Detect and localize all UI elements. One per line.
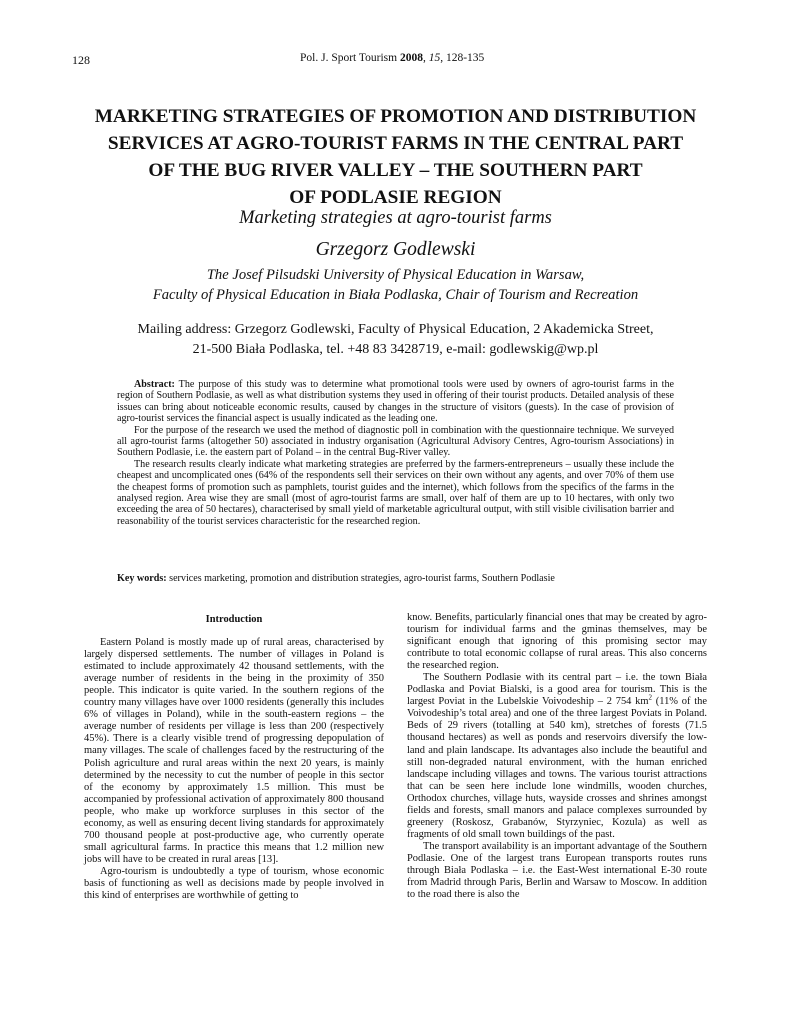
keywords-label: Key words:	[117, 573, 167, 584]
keywords-text: services marketing, promotion and distribution strategies, agro-tourist farms, Southern Podlasie	[166, 573, 555, 584]
journal-volume: 15	[428, 52, 441, 64]
page-number: 128	[72, 53, 90, 67]
body-paragraph	[407, 672, 707, 841]
journal-pages: , 128-135	[440, 52, 485, 64]
abstract	[117, 379, 674, 527]
superscript: 2	[648, 693, 653, 702]
abstract-paragraph: The research results clearly indicate what marketing strategies are preferred by the farmers-entrepreneurs – usually these include the cheapest and uncomplicated ones (64% of the respondents sell their services on their own without any agents, and over 70% of them use the cheapest forms of promotion such as pamphlets, tourist guides and the internet), which follows from the specifics of the farms in the analysed region. Area wise they are small (most of agro-tourist farms are small, over half of them are up to 10 hectares, with only two exceeding the area of 50 hectares), characterised by small yield of marketable agricultural output, with still visible civilisation barrier and reasonability of the tourist services characteristic for the researched region.	[117, 458, 674, 527]
journal-name: Pol. J. Sport Tourism	[300, 52, 400, 64]
mailing-line: 21-500 Biała Podlaska, tel. +48 83 3428719, e-mail: godlewskig@wp.pl	[192, 342, 599, 357]
keywords	[117, 573, 674, 584]
title-line: OF PODLASIE REGION	[289, 187, 502, 208]
mailing-address	[60, 320, 731, 360]
running-head	[300, 52, 484, 64]
body-paragraph: The transport availability is an important advantage of the Southern Podlasie. One of the largest trans European transports routes runs through Biała Podlaska – i.e. the East-West international E-30 route from Madrid through Paris, Berlin and Warsaw to Moscow. In addition to the road there is also the	[407, 840, 707, 901]
abstract-paragraph	[117, 379, 674, 425]
body-paragraph: Eastern Poland is mostly made up of rural areas, characterised by largely dispersed settlements. The number of villages in Poland is estimated to include approximately 42 thousand settlements, with the average number of residents in the being in the proximity of 350 people. This indicator is quite varied. In the southern regions of the country many villages have over 1000 residents (generally this includes 6% of villages in Poland), while in the south-eastern regions – the average number of residents per village is less than 200 (respectively 45%). There is a clearly visible trend of progressing depopulation of many villages. The scale of challenges faced by the restructuring of the Polish agriculture and rural areas within the next 20 years, is mainly determined by the necessity to cut the number of people in this sector of the economy by approximately 1.5 million. This must be accompanied by professional activation of approximately 800 thousand people, who make up workforce surpluses in this sector of the economy, as well as ensuring decent living standards for approximately 700 thousand people at post-productive age, who currently operate small agricultural farms. In practice this means that 1.2 million new jobs will have to be created in rural areas [13].	[84, 637, 384, 865]
paper-title	[60, 103, 731, 211]
paper-subtitle: Marketing strategies at agro-tourist farms	[239, 208, 552, 228]
abstract-text: The purpose of this study was to determine what promotional tools were used by owners of agro-tourist farms in the region of Southern Podlasie, as well as what distribution systems they used in offering of their tourist products. Detailed analysis of these issues can bring about noticeable economic results, caused by changes in the structure of visitors (guests). In the case of provision of agro-tourist services the financial aspect is usually indicated as the leading one.	[117, 379, 674, 425]
body-paragraph: Agro-tourism is undoubtedly a type of tourism, whose economic basis of functioning as well as decisions made by people involved in this kind of enterprises are worthwhile of getting to	[84, 865, 384, 902]
abstract-label: Abstract:	[134, 379, 175, 390]
abstract-paragraph: For the purpose of the research we used the method of diagnostic poll in combination with the questionnaire technique. We surveyed all agro-tourist farms (altogether 50) associated in industry organisation (Agricultural Advisory Centres, Agro-tourism Associations) in Southern Podlasie, i.e. the eastern part of Poland – in the central Bug-River valley.	[117, 424, 674, 459]
affiliation-line: Faculty of Physical Education in Biała Podlaska, Chair of Tourism and Recreation	[152, 287, 639, 303]
title-line: OF THE BUG RIVER VALLEY – THE SOUTHERN PART	[148, 160, 643, 181]
body-text: (11% of the Voivodeship’s total area) and one of the three largest Poviats in Poland. Beds of 29 rivers (totalling at 540 km), stretches of forests (71.5 thousand hectares) as well as ponds and reservoirs diversify the low-land and plain landscape. Its advantages also include the beautiful and still non-degraded natural environment, with the human enriched landscape including villages and towns. The various tourist attractions that can be seen here include lone windmills, wooden churches, Orthodox churches, village huts, wayside crosses and shrines amongst fields and forests, small manors and palace complexes surrounded by greenery (Roskosz, Grabanów, Styrzyniec, Kozula) as well as fragments of old small town buildings of the past.	[407, 696, 707, 840]
title-line: MARKETING STRATEGIES OF PROMOTION AND DISTRIBUTION	[94, 106, 697, 127]
body-paragraph: know. Benefits, particularly financial ones that may be created by agro-tourism for individual farms and the gminas themselves, may be significant enough that ignoring of this promising sector may contribute to total economic collapse of rural areas. This also concerns the researched region.	[407, 612, 707, 672]
author-affiliation	[60, 265, 731, 305]
affiliation-line: The Josef Pilsudski University of Physical Education in Warsaw,	[206, 267, 585, 283]
left-column	[84, 612, 384, 902]
title-line: SERVICES AT AGRO-TOURIST FARMS IN THE CENTRAL PART	[107, 133, 684, 154]
journal-year: 2008	[399, 52, 423, 64]
running-head-separator: ,	[422, 52, 429, 64]
mailing-line: Mailing address: Grzegorz Godlewski, Faculty of Physical Education, 2 Akademicka Street,	[137, 322, 654, 337]
section-heading-introduction: Introduction	[205, 614, 263, 625]
right-column	[407, 612, 707, 901]
body-text: The Southern Podlasie with its central part – i.e. the town Biała Podlaska and Poviat Bialski, is a good area for tourism. This is the largest Poviat in the Lubelskie Voivodeship – 2 754 km	[407, 672, 707, 708]
author-name: Grzegorz Godlewski	[315, 239, 476, 260]
